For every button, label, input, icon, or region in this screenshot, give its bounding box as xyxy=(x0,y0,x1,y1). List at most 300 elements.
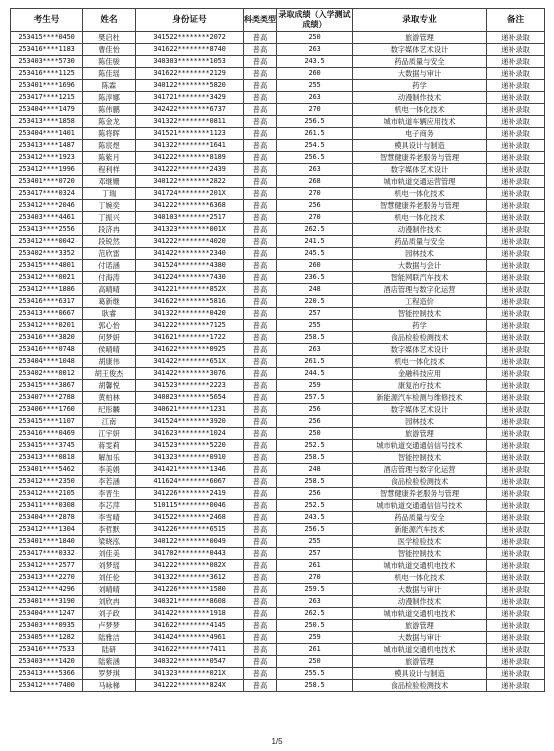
cell-major: 旅游管理 xyxy=(353,656,487,668)
cell-id-no: 341226********6515 xyxy=(136,524,244,536)
cell-major: 数字媒体艺术设计 xyxy=(353,164,487,176)
cell-note: 递补录取 xyxy=(487,296,545,308)
cell-major: 城市轨道交通机电技术 xyxy=(353,644,487,656)
cell-major: 大数据与审计 xyxy=(353,68,487,80)
cell-category: 普高 xyxy=(244,668,277,680)
table-row xyxy=(11,548,545,560)
cell-exam-no: 253403****5730 xyxy=(11,56,83,68)
cell-major: 工程造价 xyxy=(353,296,487,308)
cell-major: 药学 xyxy=(353,320,487,332)
cell-score: 270 xyxy=(277,212,353,224)
table-row xyxy=(11,584,545,596)
table-row xyxy=(11,128,545,140)
cell-category: 普高 xyxy=(244,644,277,656)
table-row xyxy=(11,380,545,392)
cell-exam-no: 253401****0720 xyxy=(11,176,83,188)
cell-major: 机电一体化技术 xyxy=(353,188,487,200)
cell-note: 递补录取 xyxy=(487,164,545,176)
table-row xyxy=(11,56,545,68)
cell-category: 普高 xyxy=(244,140,277,152)
cell-id-no: 342422********6737 xyxy=(136,104,244,116)
cell-score: 257 xyxy=(277,548,353,560)
cell-note: 递补录取 xyxy=(487,116,545,128)
table-row xyxy=(11,92,545,104)
admission-table xyxy=(10,8,545,692)
cell-note: 递补录取 xyxy=(487,620,545,632)
cell-note: 递补录取 xyxy=(487,500,545,512)
cell-name: 江南 xyxy=(83,416,136,428)
cell-category: 普高 xyxy=(244,368,277,380)
cell-name: 段济冉 xyxy=(83,224,136,236)
cell-note: 递补录取 xyxy=(487,440,545,452)
cell-exam-no: 253416****1183 xyxy=(11,44,83,56)
cell-score: 261 xyxy=(277,560,353,572)
cell-major: 城市轨道车辆应用技术 xyxy=(353,116,487,128)
cell-category: 普高 xyxy=(244,464,277,476)
cell-name: 陆研 xyxy=(83,644,136,656)
table-row xyxy=(11,344,545,356)
cell-score: 236.5 xyxy=(277,272,353,284)
cell-exam-no: 253403****0935 xyxy=(11,620,83,632)
cell-score: 258.5 xyxy=(277,332,353,344)
cell-major: 动漫制作技术 xyxy=(353,596,487,608)
cell-id-no: 341226********2419 xyxy=(136,488,244,500)
cell-score: 262.5 xyxy=(277,224,353,236)
cell-exam-no: 253416****0469 xyxy=(11,428,83,440)
cell-score: 241.5 xyxy=(277,236,353,248)
table-row xyxy=(11,500,545,512)
cell-id-no: 340621********1231 xyxy=(136,404,244,416)
cell-id-no: 341621********1722 xyxy=(136,332,244,344)
table-row xyxy=(11,524,545,536)
header-major: 录取专业 xyxy=(353,9,487,32)
table-row xyxy=(11,656,545,668)
cell-id-no: 340122********0049 xyxy=(136,536,244,548)
cell-score: 263 xyxy=(277,164,353,176)
cell-major: 机电一体化技术 xyxy=(353,212,487,224)
cell-category: 普高 xyxy=(244,260,277,272)
cell-major: 数字媒体艺术设计 xyxy=(353,404,487,416)
cell-name: 范欣雷 xyxy=(83,248,136,260)
cell-note: 递补录取 xyxy=(487,632,545,644)
cell-exam-no: 253416****6317 xyxy=(11,296,83,308)
cell-note: 递补录取 xyxy=(487,248,545,260)
cell-major: 数字媒体艺术设计 xyxy=(353,44,487,56)
cell-major: 城市轨道交通通信信号技术 xyxy=(353,500,487,512)
cell-category: 普高 xyxy=(244,440,277,452)
cell-name: 罗梦琪 xyxy=(83,668,136,680)
cell-note: 递补录取 xyxy=(487,488,545,500)
cell-score: 258.5 xyxy=(277,680,353,692)
cell-score: 262.5 xyxy=(277,608,353,620)
cell-note: 递补录取 xyxy=(487,668,545,680)
cell-score: 259 xyxy=(277,632,353,644)
cell-category: 普高 xyxy=(244,536,277,548)
cell-major: 药品质量与安全 xyxy=(353,236,487,248)
cell-major: 药学 xyxy=(353,80,487,92)
cell-id-no: 510115********0046 xyxy=(136,500,244,512)
cell-id-no: 341421********1346 xyxy=(136,464,244,476)
cell-name: 李若涵 xyxy=(83,476,136,488)
table-row xyxy=(11,416,545,428)
cell-id-no: 341226********1580 xyxy=(136,584,244,596)
header-score: 录取成绩（入学测试成绩） xyxy=(277,9,353,32)
table-row xyxy=(11,68,545,80)
cell-category: 普高 xyxy=(244,488,277,500)
cell-category: 普高 xyxy=(244,212,277,224)
cell-name: 陈佳瑶 xyxy=(83,68,136,80)
cell-exam-no: 253413****1858 xyxy=(11,116,83,128)
cell-exam-no: 253412****2577 xyxy=(11,560,83,572)
cell-name: 胡康伟 xyxy=(83,356,136,368)
cell-name: 刘晴晴 xyxy=(83,584,136,596)
table-row xyxy=(11,596,545,608)
cell-exam-no: 253412****0201 xyxy=(11,320,83,332)
cell-score: 261 xyxy=(277,644,353,656)
cell-exam-no: 253415****0450 xyxy=(11,32,83,44)
cell-exam-no: 253415****4801 xyxy=(11,260,83,272)
table-row xyxy=(11,152,545,164)
cell-category: 普高 xyxy=(244,608,277,620)
cell-category: 普高 xyxy=(244,248,277,260)
cell-exam-no: 253401****1696 xyxy=(11,80,83,92)
cell-category: 普高 xyxy=(244,416,277,428)
cell-score: 270 xyxy=(277,104,353,116)
table-row xyxy=(11,212,545,224)
cell-note: 递补录取 xyxy=(487,44,545,56)
cell-id-no: 341522********2468 xyxy=(136,512,244,524)
cell-id-no: 341222********8189 xyxy=(136,152,244,164)
cell-score: 255.5 xyxy=(277,668,353,680)
cell-name: 丁振兴 xyxy=(83,212,136,224)
cell-id-no: 341323********0910 xyxy=(136,452,244,464)
cell-note: 递补录取 xyxy=(487,236,545,248)
cell-id-no: 341523********5220 xyxy=(136,440,244,452)
cell-id-no: 341322********0420 xyxy=(136,308,244,320)
cell-name: 刘子政 xyxy=(83,608,136,620)
cell-score: 263 xyxy=(277,44,353,56)
cell-note: 递补录取 xyxy=(487,212,545,224)
cell-major: 智慧健康养老服务与管理 xyxy=(353,152,487,164)
cell-exam-no: 253417****0332 xyxy=(11,548,83,560)
cell-name: 陈淳娜 xyxy=(83,92,136,104)
cell-id-no: 341724********201X xyxy=(136,188,244,200)
cell-score: 220.5 xyxy=(277,296,353,308)
cell-category: 普高 xyxy=(244,452,277,464)
cell-name: 曹佳怡 xyxy=(83,44,136,56)
cell-name: 解加乐 xyxy=(83,452,136,464)
cell-id-no: 341702********0443 xyxy=(136,548,244,560)
cell-category: 普高 xyxy=(244,296,277,308)
cell-score: 268 xyxy=(277,176,353,188)
cell-name: 胡王俊杰 xyxy=(83,368,136,380)
table-row xyxy=(11,668,545,680)
cell-score: 270 xyxy=(277,572,353,584)
table-row xyxy=(11,260,545,272)
table-row xyxy=(11,368,545,380)
cell-note: 递补录取 xyxy=(487,656,545,668)
cell-id-no: 341221********852X xyxy=(136,284,244,296)
table-row xyxy=(11,248,545,260)
cell-exam-no: 253416****0748 xyxy=(11,344,83,356)
table-row xyxy=(11,104,545,116)
cell-name: 陈霖 xyxy=(83,80,136,92)
cell-id-no: 341222********6368 xyxy=(136,200,244,212)
cell-id-no: 341322********1641 xyxy=(136,140,244,152)
page-number: 1/5 xyxy=(271,737,283,746)
cell-major: 酒店管理与数字化运营 xyxy=(353,464,487,476)
cell-category: 普高 xyxy=(244,116,277,128)
cell-exam-no: 253416****3820 xyxy=(11,332,83,344)
table-row xyxy=(11,536,545,548)
cell-id-no: 341422********2340 xyxy=(136,248,244,260)
cell-name: 李芯萍 xyxy=(83,500,136,512)
table-row xyxy=(11,404,545,416)
cell-exam-no: 253415****3745 xyxy=(11,440,83,452)
cell-id-no: 341522********2072 xyxy=(136,32,244,44)
cell-note: 递补录取 xyxy=(487,548,545,560)
cell-note: 递补录取 xyxy=(487,680,545,692)
table-row xyxy=(11,608,545,620)
cell-category: 普高 xyxy=(244,320,277,332)
cell-note: 递补录取 xyxy=(487,476,545,488)
cell-id-no: 341622********2129 xyxy=(136,68,244,80)
cell-id-no: 341322********3612 xyxy=(136,572,244,584)
cell-exam-no: 253404****1479 xyxy=(11,104,83,116)
cell-id-no: 341422********651X xyxy=(136,356,244,368)
cell-note: 递补录取 xyxy=(487,308,545,320)
table-row xyxy=(11,560,545,572)
cell-exam-no: 253413****5366 xyxy=(11,668,83,680)
cell-category: 普高 xyxy=(244,332,277,344)
cell-name: 高晴晴 xyxy=(83,284,136,296)
table-row xyxy=(11,188,545,200)
cell-name: 葛新继 xyxy=(83,296,136,308)
cell-score: 250 xyxy=(277,428,353,440)
cell-name: 丁婉奕 xyxy=(83,200,136,212)
cell-score: 263 xyxy=(277,596,353,608)
cell-score: 261.5 xyxy=(277,128,353,140)
cell-exam-no: 253402****0012 xyxy=(11,368,83,380)
cell-major: 药品质量与安全 xyxy=(353,512,487,524)
cell-name: 纪彤麟 xyxy=(83,404,136,416)
cell-category: 普高 xyxy=(244,428,277,440)
cell-major: 智能控制技术 xyxy=(353,308,487,320)
table-row xyxy=(11,332,545,344)
cell-id-no: 341622********8740 xyxy=(136,44,244,56)
cell-name: 李雪晴 xyxy=(83,512,136,524)
cell-id-no: 341623********1024 xyxy=(136,428,244,440)
table-row xyxy=(11,164,545,176)
table-row xyxy=(11,44,545,56)
cell-exam-no: 253415****3867 xyxy=(11,380,83,392)
cell-major: 机电一体化技术 xyxy=(353,356,487,368)
cell-id-no: 340823********5654 xyxy=(136,392,244,404)
cell-name: 李晋生 xyxy=(83,488,136,500)
cell-name: 付海涛 xyxy=(83,272,136,284)
cell-name: 梁晓泓 xyxy=(83,536,136,548)
cell-id-no: 341622********4145 xyxy=(136,620,244,632)
cell-exam-no: 253413****0667 xyxy=(11,308,83,320)
cell-name: 黄柏林 xyxy=(83,392,136,404)
cell-note: 递补录取 xyxy=(487,380,545,392)
cell-note: 递补录取 xyxy=(487,104,545,116)
cell-name: 程利样 xyxy=(83,164,136,176)
cell-name: 刘佳美 xyxy=(83,548,136,560)
cell-exam-no: 253413****2270 xyxy=(11,572,83,584)
cell-major: 医学检验技术 xyxy=(353,536,487,548)
cell-category: 普高 xyxy=(244,560,277,572)
cell-name: 耿睿 xyxy=(83,308,136,320)
cell-name: 刘任伦 xyxy=(83,572,136,584)
cell-exam-no: 253413****0818 xyxy=(11,452,83,464)
header-id-no: 身份证号 xyxy=(136,9,244,32)
table-row xyxy=(11,632,545,644)
cell-category: 普高 xyxy=(244,620,277,632)
cell-note: 递补录取 xyxy=(487,416,545,428)
cell-exam-no: 253401****3190 xyxy=(11,596,83,608)
cell-name: 陆紫涵 xyxy=(83,656,136,668)
cell-note: 递补录取 xyxy=(487,428,545,440)
cell-score: 260 xyxy=(277,260,353,272)
cell-category: 普高 xyxy=(244,44,277,56)
cell-exam-no: 253406****1760 xyxy=(11,404,83,416)
table-row xyxy=(11,308,545,320)
cell-category: 普高 xyxy=(244,188,277,200)
cell-note: 递补录取 xyxy=(487,332,545,344)
cell-score: 263 xyxy=(277,92,353,104)
cell-id-no: 341524********3920 xyxy=(136,416,244,428)
table-row xyxy=(11,176,545,188)
cell-note: 递补录取 xyxy=(487,56,545,68)
cell-id-no: 341323********001X xyxy=(136,224,244,236)
cell-category: 普高 xyxy=(244,404,277,416)
cell-note: 递补录取 xyxy=(487,188,545,200)
cell-note: 递补录取 xyxy=(487,200,545,212)
cell-major: 旅游管理 xyxy=(353,428,487,440)
cell-category: 普高 xyxy=(244,584,277,596)
cell-exam-no: 253413****1487 xyxy=(11,140,83,152)
cell-name: 江宇妍 xyxy=(83,428,136,440)
cell-note: 递补录取 xyxy=(487,224,545,236)
cell-major: 药品质量与安全 xyxy=(353,56,487,68)
cell-major: 大数据与审计 xyxy=(353,584,487,596)
table-row xyxy=(11,452,545,464)
cell-exam-no: 253404****1401 xyxy=(11,128,83,140)
cell-exam-no: 253412****0042 xyxy=(11,236,83,248)
cell-major: 机电一体化技术 xyxy=(353,572,487,584)
cell-score: 252.5 xyxy=(277,500,353,512)
cell-major: 食品检验检测技术 xyxy=(353,680,487,692)
cell-name: 李哲默 xyxy=(83,524,136,536)
cell-name: 刘梦瑶 xyxy=(83,560,136,572)
cell-exam-no: 253412****2046 xyxy=(11,200,83,212)
cell-major: 城市轨道交通机电技术 xyxy=(353,608,487,620)
cell-id-no: 341323********021X xyxy=(136,668,244,680)
cell-score: 257 xyxy=(277,308,353,320)
cell-category: 普高 xyxy=(244,200,277,212)
cell-category: 普高 xyxy=(244,92,277,104)
cell-exam-no: 253412****2350 xyxy=(11,476,83,488)
cell-score: 243.5 xyxy=(277,56,353,68)
cell-note: 递补录取 xyxy=(487,404,545,416)
cell-score: 258.5 xyxy=(277,476,353,488)
cell-major: 智能控制技术 xyxy=(353,452,487,464)
cell-major: 城市轨道交通通信信号技术 xyxy=(353,440,487,452)
cell-exam-no: 253403****1420 xyxy=(11,656,83,668)
cell-id-no: 341523********2223 xyxy=(136,380,244,392)
cell-category: 普高 xyxy=(244,548,277,560)
table-row xyxy=(11,80,545,92)
cell-category: 普高 xyxy=(244,164,277,176)
cell-score: 248 xyxy=(277,464,353,476)
cell-id-no: 341622********7411 xyxy=(136,644,244,656)
cell-major: 大数据与审计 xyxy=(353,632,487,644)
cell-note: 递补录取 xyxy=(487,140,545,152)
table-row xyxy=(11,116,545,128)
cell-exam-no: 253416****7533 xyxy=(11,644,83,656)
cell-score: 252.5 xyxy=(277,440,353,452)
cell-category: 普高 xyxy=(244,476,277,488)
table-row xyxy=(11,296,545,308)
cell-score: 250.5 xyxy=(277,620,353,632)
cell-category: 普高 xyxy=(244,68,277,80)
cell-exam-no: 253417****0324 xyxy=(11,188,83,200)
cell-name: 何梦妍 xyxy=(83,332,136,344)
cell-note: 递补录取 xyxy=(487,560,545,572)
cell-exam-no: 253412****1996 xyxy=(11,164,83,176)
cell-exam-no: 253412****2105 xyxy=(11,488,83,500)
cell-category: 普高 xyxy=(244,104,277,116)
cell-exam-no: 253401****5462 xyxy=(11,464,83,476)
cell-exam-no: 253412****7400 xyxy=(11,680,83,692)
cell-note: 递补录取 xyxy=(487,32,545,44)
cell-note: 递补录取 xyxy=(487,272,545,284)
cell-name: 侯晴晴 xyxy=(83,344,136,356)
table-row xyxy=(11,464,545,476)
cell-score: 256 xyxy=(277,200,353,212)
cell-name: 陈金龙 xyxy=(83,116,136,128)
cell-note: 递补录取 xyxy=(487,92,545,104)
cell-exam-no: 253412****1304 xyxy=(11,524,83,536)
cell-note: 递补录取 xyxy=(487,584,545,596)
cell-category: 普高 xyxy=(244,308,277,320)
cell-note: 递补录取 xyxy=(487,524,545,536)
cell-score: 250 xyxy=(277,656,353,668)
cell-note: 递补录取 xyxy=(487,392,545,404)
table-row xyxy=(11,488,545,500)
table-row xyxy=(11,428,545,440)
cell-id-no: 340321********8608 xyxy=(136,596,244,608)
cell-note: 递补录取 xyxy=(487,452,545,464)
cell-name: 陈佳骏 xyxy=(83,56,136,68)
cell-score: 270 xyxy=(277,188,353,200)
cell-exam-no: 253404****1048 xyxy=(11,356,83,368)
cell-major: 园林技术 xyxy=(353,248,487,260)
table-row xyxy=(11,392,545,404)
cell-id-no: 341322********0811 xyxy=(136,116,244,128)
cell-major: 智慧健康养老服务与管理 xyxy=(353,200,487,212)
cell-major: 金融科技应用 xyxy=(353,368,487,380)
cell-id-no: 341422********1918 xyxy=(136,608,244,620)
cell-score: 256 xyxy=(277,416,353,428)
cell-score: 259.5 xyxy=(277,584,353,596)
table-row xyxy=(11,680,545,692)
cell-id-no: 341222********082X xyxy=(136,560,244,572)
cell-id-no: 341622********5816 xyxy=(136,296,244,308)
cell-exam-no: 253415****1107 xyxy=(11,416,83,428)
cell-note: 递补录取 xyxy=(487,512,545,524)
